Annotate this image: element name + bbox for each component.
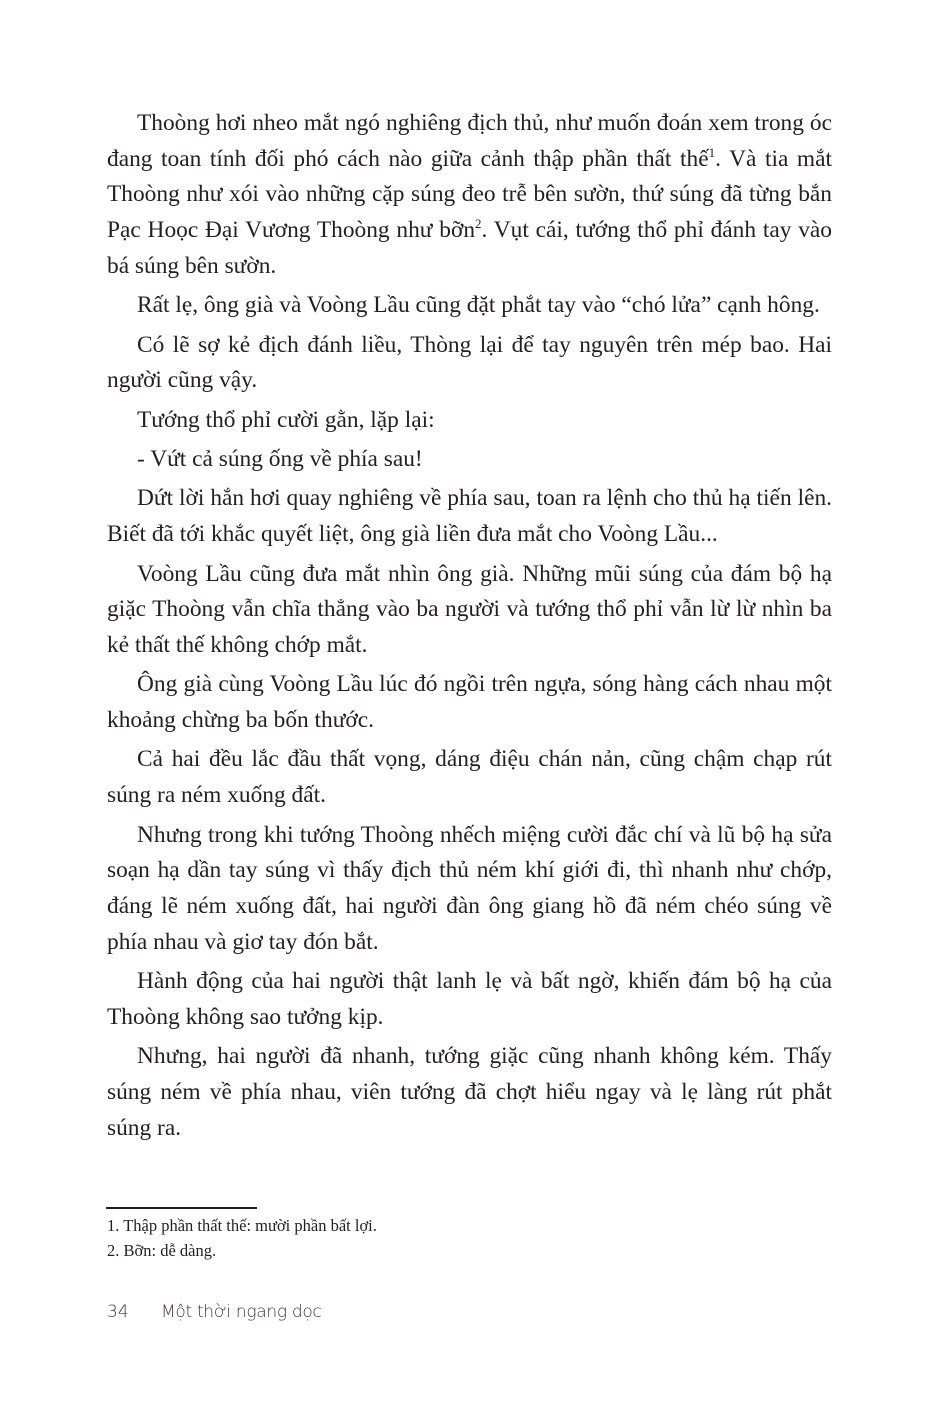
paragraph-1-part-3: . Vụt cái, tướng thổ phỉ đánh tay vào bá súng bên sườn. — [107, 217, 832, 279]
footnotes — [107, 1214, 832, 1263]
paragraph-12: Nhưng, hai người đã nhanh, tướng giặc cũng nhanh không kém. Thấy súng ném về phía nhau, viên tướng đã chợt hiểu ngay và lẹ làng rút phắt súng ra. — [107, 1043, 832, 1141]
paragraph-7: Voòng Lầu cũng đưa mắt nhìn ông già. Những mũi súng của đám bộ hạ giặc Thoòng vẫn chĩa thẳng vào ba người và tướng thổ phỉ vẫn lừ lừ nhìn ba kẻ thất thế không chớp mắt. — [107, 560, 832, 658]
paragraph-10: Nhưng trong khi tướng Thoòng nhếch miệng cười đắc chí và lũ bộ hạ sửa soạn hạ dần tay súng vì thấy địch thủ ném khí giới đi, thì nhanh như chớp, đáng lẽ ném xuống đất, hai người đàn ông giang hồ đã ném chéo súng về phía nhau và giơ tay đón bắt. — [107, 821, 832, 955]
paragraph-4: Tướng thổ phỉ cười gằn, lặp lại: — [137, 406, 435, 433]
paragraph-6: Dứt lời hắn hơi quay nghiêng về phía sau, toan ra lệnh cho thủ hạ tiến lên. Biết đã tới khắc quyết liệt, ông già liền đưa mắt cho Voòng Lầu... — [107, 485, 832, 548]
paragraph-1-part-2: . Và tia mắt Thoòng như xói vào những cặp súng đeo trễ bên sườn, thứ súng đã từng bắn Pạc Hoọc Đại Vương Thoòng như bỡn — [107, 145, 832, 244]
paragraph-11: Hành động của hai người thật lanh lẹ và bất ngờ, khiến đám bộ hạ của Thoòng không sao tưởng kịp. — [107, 968, 832, 1030]
footnote-ref-2: 2 — [475, 216, 482, 232]
footnote-1: 1. Thập phần thất thế: mười phần bất lợi. — [107, 1216, 377, 1235]
paragraph-2: Rất lẹ, ông già và Voòng Lầu cũng đặt phắt tay vào “chó lửa” cạnh hông. — [137, 292, 820, 319]
body-text — [107, 106, 832, 1150]
running-title: Một thời ngang dọc — [161, 1302, 322, 1322]
paragraph-8: Ông già cùng Voòng Lầu lúc đó ngồi trên ngựa, sóng hàng cách nhau một khoảng chừng ba bốn thước. — [107, 671, 832, 734]
paragraph-1-part-1: Thoòng hơi nheo mắt ngó nghiêng địch thủ, như muốn đoán xem trong óc đang toan tính đối phó cách nào giữa cảnh thập phần thất thế — [107, 110, 832, 172]
paragraph-3: Có lẽ sợ kẻ địch đánh liều, Thòng lại để tay nguyên trên mép bao. Hai người cũng vậy. — [107, 331, 832, 394]
footnote-2: 2. Bỡn: dễ dàng. — [107, 1240, 217, 1260]
paragraph-1 — [107, 106, 832, 285]
page-number: 34 — [107, 1302, 129, 1322]
paragraph-9: Cả hai đều lắc đầu thất vọng, dáng điệu chán nản, cũng chậm chạp rút súng ra ném xuống đất. — [107, 746, 832, 809]
footnote-ref-1: 1 — [708, 144, 716, 160]
footnote-divider — [106, 1207, 257, 1209]
page-footer — [107, 1300, 321, 1324]
paragraph-5-dialogue: - Vứt cả súng ống về phía sau! — [137, 446, 423, 473]
